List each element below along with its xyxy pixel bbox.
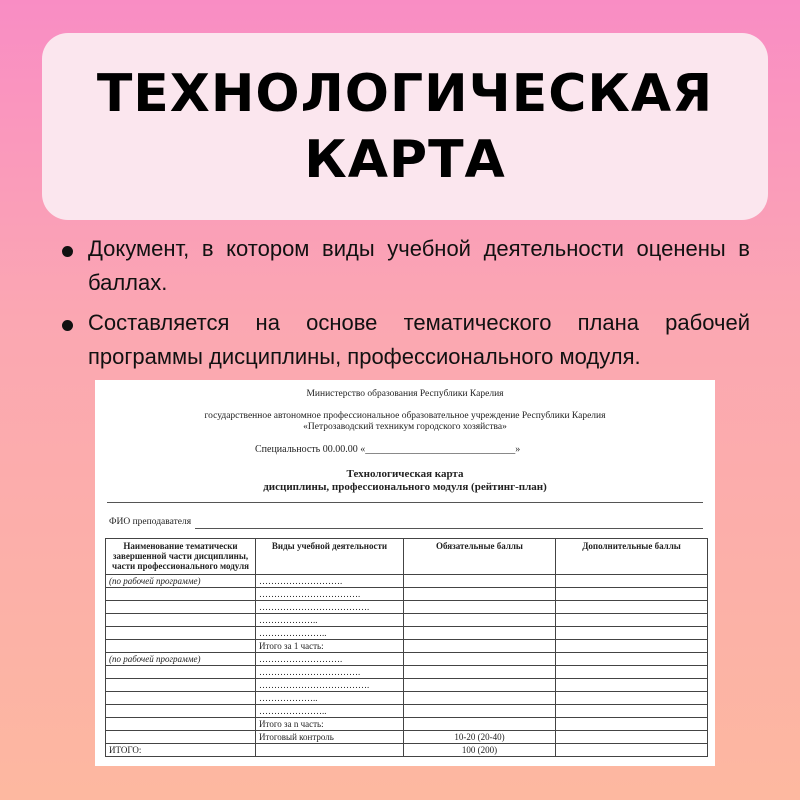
table-header-row: [106, 539, 708, 575]
doc-institution-1: государственное автономное профессиональное образовательное учреждение Республики Карелия: [204, 411, 606, 421]
table-row: [106, 692, 708, 705]
table-row: [106, 614, 708, 627]
table-cell: [556, 575, 708, 588]
table-cell: ……………………….: [256, 575, 404, 588]
table-row: [106, 718, 708, 731]
table-cell: Итого за 1 часть:: [256, 640, 404, 653]
table-row: [106, 731, 708, 744]
table-cell: [404, 640, 556, 653]
table-cell: [556, 614, 708, 627]
table-cell: [556, 588, 708, 601]
header-section: Наименование тематически завершенной части дисциплины, части профессионального модуля: [106, 539, 256, 575]
table-cell: [106, 627, 256, 640]
table-row: [106, 588, 708, 601]
table-cell: ………………..: [256, 614, 404, 627]
table-cell: [556, 640, 708, 653]
table-cell: ИТОГО:: [106, 744, 256, 757]
table-cell: …………………………….: [256, 588, 404, 601]
table-cell: …………………………….: [256, 666, 404, 679]
table-cell: (по рабочей программе): [106, 575, 256, 588]
table-cell: [556, 705, 708, 718]
table-cell: Итого за n часть:: [256, 718, 404, 731]
table-cell: [556, 744, 708, 757]
table-cell: ……………………………….: [256, 679, 404, 692]
table-cell: [106, 588, 256, 601]
table-cell: [106, 679, 256, 692]
table-cell: [556, 653, 708, 666]
table-cell: [404, 666, 556, 679]
title-line-1: ТЕХНОЛОГИЧЕСКАЯ: [96, 63, 714, 124]
table-cell: [256, 744, 404, 757]
table-cell: [404, 692, 556, 705]
bullet-dot-icon: [62, 246, 73, 257]
table-cell: [404, 575, 556, 588]
table-cell: 100 (200): [404, 744, 556, 757]
table-cell: [556, 601, 708, 614]
table-cell: [404, 627, 556, 640]
bullet-item: [58, 306, 750, 374]
table-cell: [404, 679, 556, 692]
table-cell: [106, 666, 256, 679]
rating-table: [105, 538, 708, 757]
table-cell: [404, 614, 556, 627]
table-row: [106, 575, 708, 588]
table-cell: [556, 627, 708, 640]
table-cell: (по рабочей программе): [106, 653, 256, 666]
bullet-item: [58, 232, 750, 300]
doc-teacher-label: ФИО преподавателя: [109, 517, 192, 527]
table-cell: [556, 731, 708, 744]
table-cell: [404, 653, 556, 666]
doc-rule: [107, 502, 703, 503]
doc-specialty: Специальность 00.00.00 «______________________________»: [255, 444, 521, 455]
table-cell: [556, 692, 708, 705]
header-mandatory: Обязательные баллы: [404, 539, 556, 575]
table-cell: …………………..: [256, 705, 404, 718]
table-cell: ……………………………….: [256, 601, 404, 614]
bullet-text: Документ, в котором виды учебной деятельности оценены в баллах.: [88, 236, 750, 295]
doc-teacher-line: [195, 528, 703, 529]
bullet-text: Составляется на основе тематического плана рабочей программы дисциплины, профессионального модуля.: [88, 310, 750, 369]
table-cell: [404, 588, 556, 601]
doc-institution-2: «Петрозаводский техникум городского хозяйства»: [303, 422, 507, 432]
table-row: [106, 653, 708, 666]
table-row: [106, 679, 708, 692]
table-cell: ………………..: [256, 692, 404, 705]
document-image: [95, 380, 715, 766]
table-row: [106, 627, 708, 640]
table-cell: [106, 718, 256, 731]
table-row: [106, 640, 708, 653]
table-cell: ……………………….: [256, 653, 404, 666]
title-line-2: КАРТА: [304, 129, 506, 190]
table-cell: [106, 640, 256, 653]
table-cell: [556, 718, 708, 731]
bullet-dot-icon: [62, 320, 73, 331]
table-cell: …………………..: [256, 627, 404, 640]
title-card: [42, 33, 768, 220]
bullet-list: [58, 232, 750, 380]
doc-title: Технологическая карта: [346, 468, 464, 480]
table-cell: Итоговый контроль: [256, 731, 404, 744]
table-cell: [106, 692, 256, 705]
table-row: [106, 705, 708, 718]
table-cell: [106, 705, 256, 718]
table-cell: [556, 679, 708, 692]
header-activity: Виды учебной деятельности: [256, 539, 404, 575]
table-cell: [106, 731, 256, 744]
doc-subtitle: дисциплины, профессионального модуля (рейтинг-план): [263, 481, 547, 493]
table-cell: [556, 666, 708, 679]
table-cell: [404, 718, 556, 731]
table-cell: [404, 705, 556, 718]
doc-ministry: Министерство образования Республики Карелия: [306, 389, 504, 399]
table-row: [106, 666, 708, 679]
table-cell: [106, 601, 256, 614]
table-row: [106, 601, 708, 614]
table-cell: 10-20 (20-40): [404, 731, 556, 744]
table-cell: [404, 601, 556, 614]
table-cell: [106, 614, 256, 627]
table-row: [106, 744, 708, 757]
header-additional: Дополнительные баллы: [556, 539, 708, 575]
